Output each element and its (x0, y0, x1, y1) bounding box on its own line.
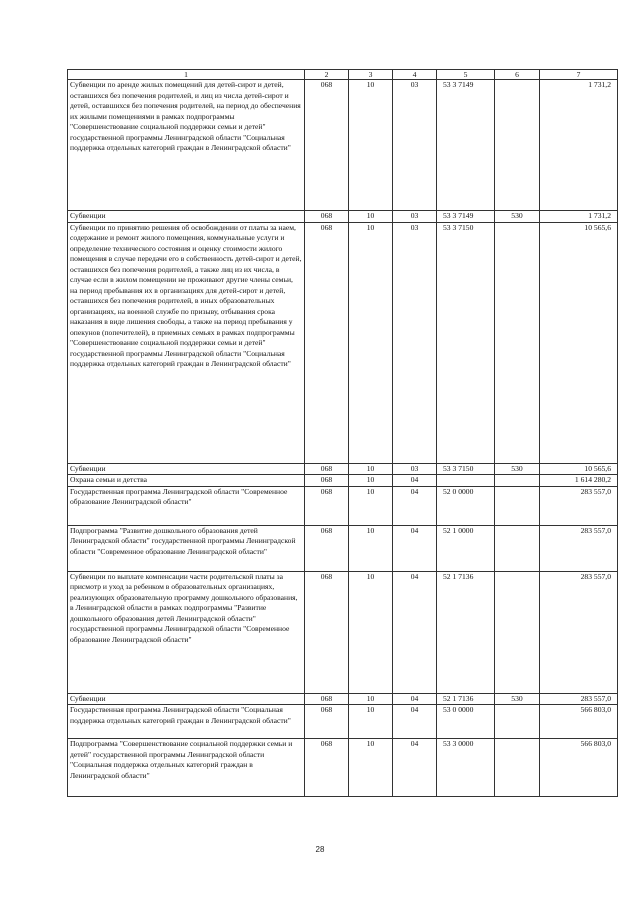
header-cell: 7 (540, 70, 618, 80)
section-code: 10 (349, 739, 393, 797)
table-row (68, 475, 618, 487)
header-cell: 4 (393, 70, 437, 80)
ministry-code: 068 (305, 486, 349, 525)
table-row (68, 222, 618, 463)
table-row (68, 486, 618, 525)
table-row (68, 463, 618, 475)
item-name: Субвенции по выплате компенсации части родительской платы за присмотр и уход за ребенком в образовательных организациях, реализующих образовательную программу дошкольного образования, в Ленинградской области в рамках подпрограммы "Развитие дошкольного образования детей Ленинградской области" государственной программы Ленинградской области "Современное образование Ленинградской области" (68, 571, 305, 693)
target-code: 52 0 0000 (437, 486, 495, 525)
amount: 1 614 280,2 (540, 475, 618, 487)
table-row (68, 571, 618, 693)
expense-type (495, 486, 540, 525)
target-code: 53 3 7149 (437, 211, 495, 223)
ministry-code: 068 (305, 705, 349, 739)
expense-type (495, 739, 540, 797)
section-code: 10 (349, 463, 393, 475)
item-name: Субвенции (68, 211, 305, 223)
amount: 283 557,0 (540, 525, 618, 571)
expense-type: 530 (495, 693, 540, 705)
ministry-code: 068 (305, 739, 349, 797)
ministry-code: 068 (305, 80, 349, 211)
section-code: 10 (349, 80, 393, 211)
section-code: 10 (349, 705, 393, 739)
header-cell: 3 (349, 70, 393, 80)
header-cell: 2 (305, 70, 349, 80)
subsection-code: 03 (393, 80, 437, 211)
table-row (68, 211, 618, 223)
expense-type (495, 571, 540, 693)
ministry-code: 068 (305, 693, 349, 705)
amount: 1 731,2 (540, 80, 618, 211)
target-code: 52 1 7136 (437, 571, 495, 693)
amount: 566 803,0 (540, 705, 618, 739)
expense-type (495, 475, 540, 487)
item-name: Субвенции по принятию решения об освобождении от платы за наем, содержание и ремонт жилого помещения, коммунальные услуги и определение технического состояния и оценку стоимости жилого помещения в случае передачи его в собственность детей-сирот и детей, оставшихся без попечения родителей, а также лиц из их числа, в случае если в жилом помещении не проживают другие члены семьи, на период пребывания их в организациях для детей-сирот и детей, оставшихся без попечения родителей, в иных образовательных организациях, на военной службе по призыву, отбывания срока наказания в виде лишения свободы, а также на период пребывания у опекунов (попечителей), в приемных семьях в рамках подпрограммы "Совершенствование социальной поддержки семьи и детей" государственной программы Ленинградской области "Социальная поддержка отдельных категорий граждан в Ленинградской области" (68, 222, 305, 463)
subsection-code: 03 (393, 222, 437, 463)
amount: 10 565,6 (540, 463, 618, 475)
subsection-code: 04 (393, 739, 437, 797)
target-code: 52 1 7136 (437, 693, 495, 705)
expense-type: 530 (495, 463, 540, 475)
item-name: Субвенции по аренде жилых помещений для детей-сирот и детей, оставшихся без попечения родителей, и лиц из числа детей-сирот и детей, оставшихся без попечения родителей, на период до обеспечения их жилыми помещениями в рамках подпрограммы "Совершенствование социальной поддержки семьи и детей" государственной программы Ленинградской области "Социальная поддержка отдельных категорий граждан в Ленинградской области" (68, 80, 305, 211)
subsection-code: 04 (393, 693, 437, 705)
subsection-code: 04 (393, 525, 437, 571)
target-code: 52 1 0000 (437, 525, 495, 571)
table-row (68, 80, 618, 211)
table-row (68, 705, 618, 739)
budget-table (67, 69, 618, 797)
item-name: Подпрограмма "Совершенствование социальной поддержки семьи и детей" государственной программы Ленинградской области "Социальная поддержка отдельных категорий граждан в Ленинградской области" (68, 739, 305, 797)
expense-type (495, 80, 540, 211)
target-code: 53 3 7150 (437, 463, 495, 475)
subsection-code: 04 (393, 705, 437, 739)
table-row (68, 693, 618, 705)
target-code: 53 3 7149 (437, 80, 495, 211)
subsection-code: 04 (393, 475, 437, 487)
item-name: Субвенции (68, 463, 305, 475)
section-code: 10 (349, 571, 393, 693)
section-code: 10 (349, 211, 393, 223)
table-row (68, 739, 618, 797)
expense-type (495, 222, 540, 463)
target-code: 53 3 0000 (437, 739, 495, 797)
header-cell: 1 (68, 70, 305, 80)
amount: 1 731,2 (540, 211, 618, 223)
section-code: 10 (349, 475, 393, 487)
amount: 283 557,0 (540, 693, 618, 705)
table-row (68, 525, 618, 571)
item-name: Государственная программа Ленинградской области "Социальная поддержка отдельных категорий граждан в Ленинградской области" (68, 705, 305, 739)
subsection-code: 04 (393, 486, 437, 525)
target-code (437, 475, 495, 487)
section-code: 10 (349, 525, 393, 571)
expense-type (495, 705, 540, 739)
item-name: Охрана семьи и детства (68, 475, 305, 487)
ministry-code: 068 (305, 211, 349, 223)
amount: 566 803,0 (540, 739, 618, 797)
subsection-code: 03 (393, 211, 437, 223)
subsection-code: 03 (393, 463, 437, 475)
section-code: 10 (349, 693, 393, 705)
item-name: Подпрограмма "Развитие дошкольного образования детей Ленинградской области" государственной программы Ленинградской области "Современное образование Ленинградской области" (68, 525, 305, 571)
section-code: 10 (349, 222, 393, 463)
header-cell: 6 (495, 70, 540, 80)
item-name: Государственная программа Ленинградской области "Современное образование Ленинградской области" (68, 486, 305, 525)
target-code: 53 0 0000 (437, 705, 495, 739)
expense-type (495, 525, 540, 571)
ministry-code: 068 (305, 222, 349, 463)
header-cell: 5 (437, 70, 495, 80)
page-number: 28 (315, 845, 325, 854)
amount: 283 557,0 (540, 486, 618, 525)
item-name: Субвенции (68, 693, 305, 705)
target-code: 53 3 7150 (437, 222, 495, 463)
amount: 10 565,6 (540, 222, 618, 463)
header-row (68, 70, 618, 80)
section-code: 10 (349, 486, 393, 525)
amount: 283 557,0 (540, 571, 618, 693)
ministry-code: 068 (305, 463, 349, 475)
expense-type: 530 (495, 211, 540, 223)
ministry-code: 068 (305, 475, 349, 487)
ministry-code: 068 (305, 571, 349, 693)
ministry-code: 068 (305, 525, 349, 571)
subsection-code: 04 (393, 571, 437, 693)
